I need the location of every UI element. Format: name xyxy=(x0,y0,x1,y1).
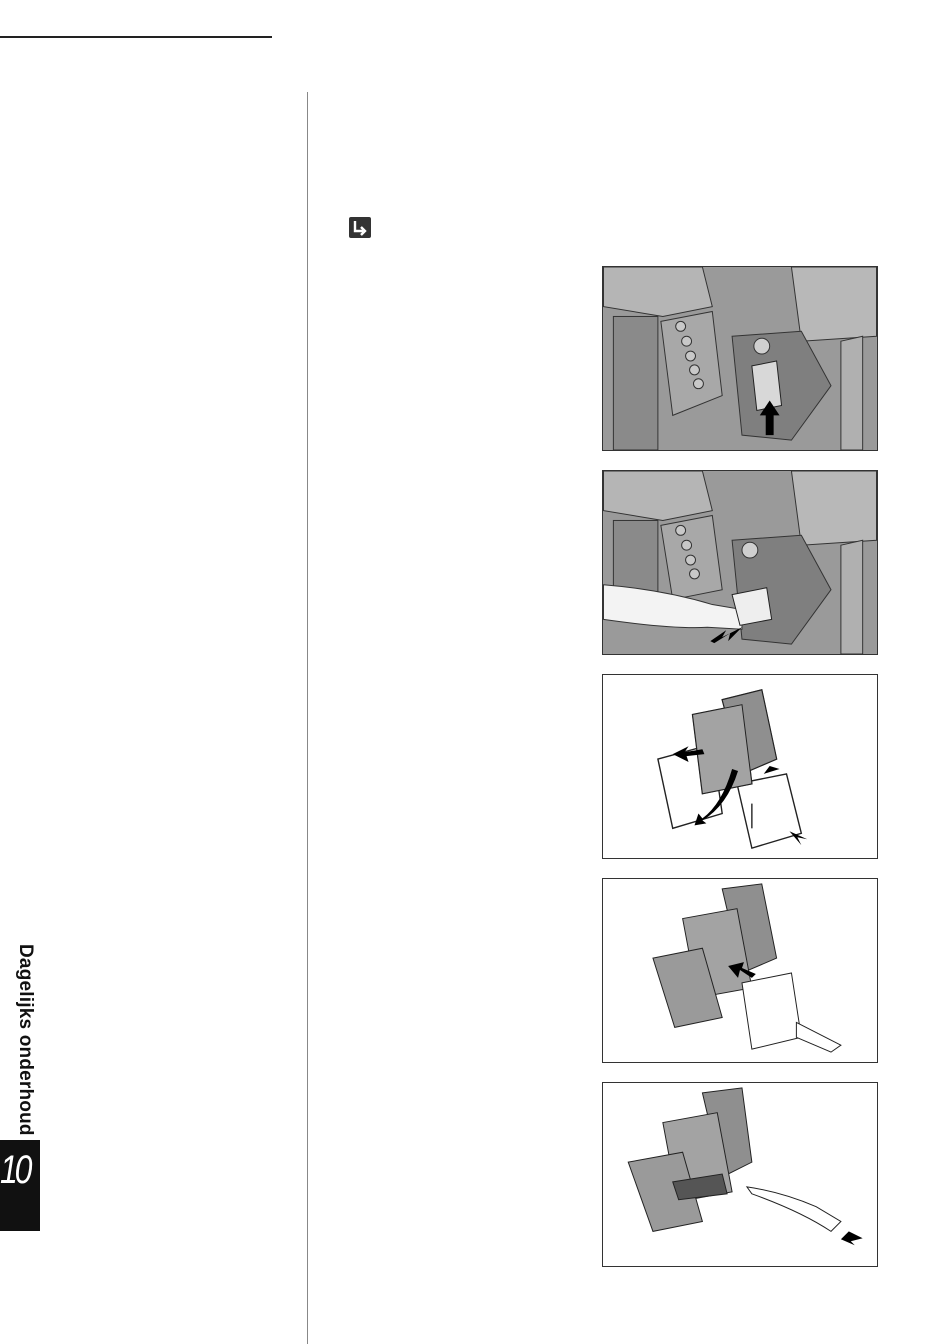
section-title: Dagelijks onderhoud xyxy=(15,944,36,1136)
figure-remove-tape xyxy=(602,1082,878,1267)
header-rule xyxy=(0,36,272,38)
figure-open-stapler-unit xyxy=(602,266,878,451)
chapter-number: 10 xyxy=(0,1148,30,1192)
column-divider xyxy=(307,92,308,1344)
figure-open-cartridge xyxy=(602,674,878,859)
figure-insert-cartridge xyxy=(602,878,878,1063)
return-arrow-icon xyxy=(349,217,371,238)
figure-remove-cartridge xyxy=(602,470,878,655)
